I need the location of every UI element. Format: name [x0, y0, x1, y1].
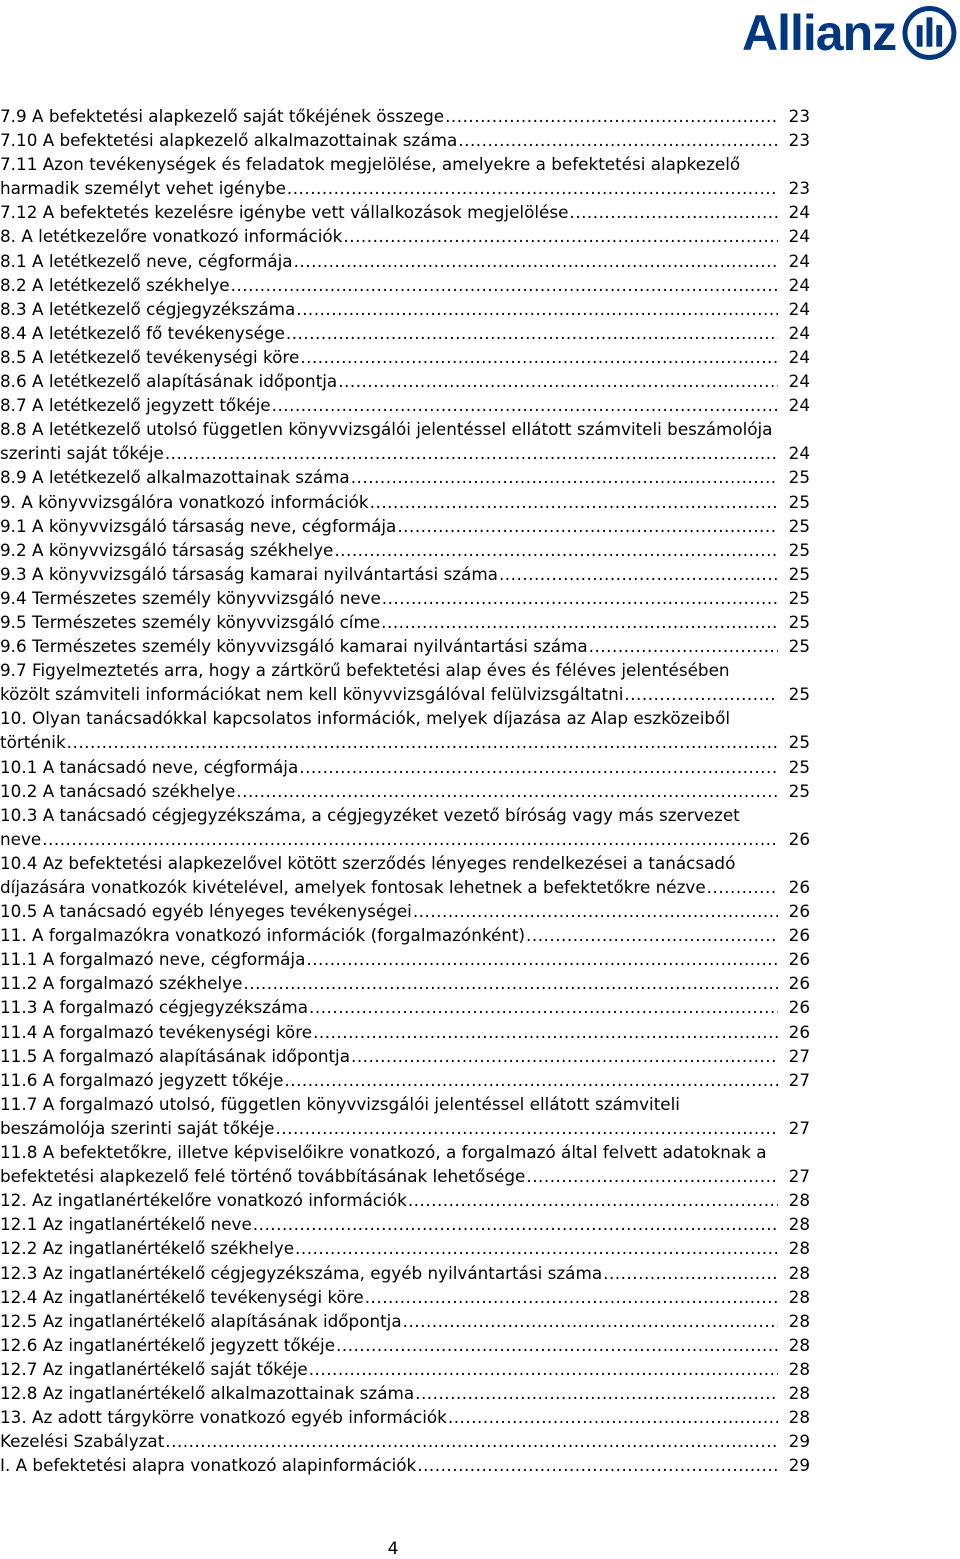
toc-dot-leader: [448, 1405, 778, 1429]
toc-page-number: 25: [788, 587, 810, 608]
toc-dot-leader: [299, 755, 778, 779]
toc-dot-leader: [272, 393, 778, 417]
toc-dot-leader: [334, 538, 778, 562]
toc-entry-line: [0, 1381, 810, 1405]
toc-entry[interactable]: [0, 899, 810, 923]
toc-entry-title: díjazására vonatkozók kivételével, amelyek fontosak lehetnek a befektetőkre nézve: [0, 877, 706, 897]
toc-page-number: 26: [788, 828, 810, 849]
toc-entry-line: [0, 610, 810, 634]
toc-page-number: 24: [788, 371, 810, 392]
toc-entry-line: [0, 875, 810, 899]
toc-entry[interactable]: [0, 1333, 810, 1357]
toc-entry-line: [0, 899, 810, 923]
toc-dot-leader: [445, 104, 778, 128]
toc-page-number: 24: [788, 250, 810, 271]
toc-entry-line: [0, 393, 810, 417]
toc-page-number: 24: [788, 322, 810, 343]
toc-dot-leader: [351, 465, 778, 489]
toc-entry[interactable]: [0, 923, 810, 947]
toc-dot-leader: [403, 1309, 778, 1333]
toc-entry-line: [0, 586, 810, 610]
toc-entry-title: szerinti saját tőkéje: [0, 443, 164, 464]
toc-entry[interactable]: [0, 995, 810, 1019]
toc-dot-leader: [526, 923, 778, 947]
toc-page-number: 27: [788, 1117, 810, 1138]
toc-entry[interactable]: [0, 152, 810, 200]
toc-dot-leader: [253, 1212, 778, 1236]
toc-entry[interactable]: [0, 1381, 810, 1405]
toc-entry[interactable]: [0, 1020, 810, 1044]
toc-entry[interactable]: [0, 562, 810, 586]
toc-page-number: 26: [788, 1021, 810, 1042]
toc-dot-leader: [526, 1164, 778, 1188]
toc-entry-title: Kezelési Szabályzat: [0, 1431, 165, 1452]
toc-entry[interactable]: [0, 851, 810, 899]
toc-entry[interactable]: [0, 779, 810, 803]
toc-entry-title: 12.2 Az ingatlanértékelő székhelye: [0, 1238, 295, 1259]
toc-page-number: 25: [788, 491, 810, 512]
toc-entry-title: 11.5 A forgalmazó alapításának időpontja: [0, 1045, 350, 1066]
toc-entry-title: neve: [0, 828, 42, 849]
toc-page-number: 25: [788, 636, 810, 657]
toc-entry-title: 12.4 Az ingatlanértékelő tevékenységi köre: [0, 1286, 364, 1307]
toc-page-number: 25: [788, 732, 810, 753]
toc-entry-title: 9. A könyvvizsgálóra vonatkozó információk: [0, 491, 369, 512]
toc-entry[interactable]: [0, 538, 810, 562]
toc-page-number: 26: [788, 997, 810, 1018]
toc-entry-text-line: 10.3 A tanácsadó cégjegyzékszáma, a cégjegyzéket vezető bíróság vagy más szervezet: [0, 804, 740, 825]
toc-entry-line: [0, 273, 810, 297]
toc-dot-leader: [382, 586, 778, 610]
table-of-contents: [0, 104, 810, 1477]
toc-entry[interactable]: [0, 586, 810, 610]
toc-entry-line: [0, 947, 810, 971]
toc-dot-leader: [589, 634, 778, 658]
toc-dot-leader: [603, 1261, 778, 1285]
toc-dot-leader: [624, 682, 778, 706]
logo-wordmark: Allianz: [742, 5, 897, 61]
toc-entry-title: 12.7 Az ingatlanértékelő saját tőkéje: [0, 1358, 308, 1379]
toc-entry[interactable]: [0, 706, 810, 754]
toc-entry[interactable]: [0, 345, 810, 369]
toc-entry-title: 9.4 Természetes személy könyvvizsgáló neve: [0, 587, 381, 608]
toc-dot-leader: [413, 899, 778, 923]
toc-entry-text-line: 8.8 A letétkezelő utolsó független könyvvizsgálói jelentéssel ellátott számviteli beszámolója: [0, 419, 773, 440]
toc-entry[interactable]: [0, 490, 810, 514]
toc-entry-text-line: 9.7 Figyelmeztetés arra, hogy a zártkörű befektetési alap éves és féléves jelentésében: [0, 660, 730, 681]
toc-entry[interactable]: [0, 658, 810, 706]
toc-entry-line: [0, 971, 810, 995]
toc-dot-leader: [231, 273, 778, 297]
toc-entry-title: 11.4 A forgalmazó tevékenységi köre: [0, 1021, 313, 1042]
toc-entry[interactable]: [0, 1188, 810, 1212]
toc-page-number: 28: [788, 1190, 810, 1211]
toc-dot-leader: [313, 1020, 778, 1044]
toc-entry[interactable]: [0, 104, 810, 128]
toc-entry[interactable]: [0, 417, 810, 465]
toc-page-number: 26: [788, 901, 810, 922]
toc-dot-leader: [381, 610, 778, 634]
toc-dot-leader: [499, 562, 778, 586]
toc-page-number: 26: [788, 973, 810, 994]
toc-entry[interactable]: [0, 1357, 810, 1381]
toc-entry-title: befektetési alapkezelő felé történő továbbításának lehetősége: [0, 1166, 526, 1187]
toc-entry-title: 7.10 A befektetési alapkezelő alkalmazottainak száma: [0, 130, 458, 151]
toc-page-number: 29: [788, 1455, 810, 1476]
toc-entry-title: 8.1 A letétkezelő neve, cégformája: [0, 250, 293, 271]
toc-page-number: 23: [788, 178, 810, 199]
toc-entry-line: [0, 827, 810, 851]
toc-entry[interactable]: [0, 1429, 810, 1453]
toc-entry[interactable]: [0, 273, 810, 297]
toc-entry[interactable]: [0, 1044, 810, 1068]
toc-page-number: 26: [788, 925, 810, 946]
toc-entry-line: [0, 682, 810, 706]
toc-page-number: 28: [788, 1238, 810, 1259]
toc-entry-line: [0, 1212, 810, 1236]
toc-entry[interactable]: [0, 465, 810, 489]
toc-entry[interactable]: [0, 393, 810, 417]
toc-dot-leader: [165, 1429, 778, 1453]
toc-entry-text-line: 10.4 Az befektetési alapkezelővel kötött szerződés lényeges rendelkezései a tanácsadó: [0, 852, 736, 873]
toc-page-number: 28: [788, 1214, 810, 1235]
toc-dot-leader: [309, 995, 778, 1019]
toc-page-number: 28: [788, 1310, 810, 1331]
toc-dot-leader: [284, 1068, 778, 1092]
toc-entry-title: 11. A forgalmazókra vonatkozó információk (forgalmazónként): [0, 925, 526, 946]
toc-dot-leader: [287, 176, 778, 200]
toc-dot-leader: [336, 1333, 778, 1357]
toc-entry-title: harmadik személyt vehet igénybe: [0, 178, 286, 199]
toc-entry[interactable]: [0, 321, 810, 345]
toc-entry-title: beszámolója szerinti saját tőkéje: [0, 1117, 275, 1138]
toc-page-number: 24: [788, 274, 810, 295]
toc-dot-leader: [306, 947, 778, 971]
toc-entry-title: 9.2 A könyvvizsgáló társaság székhelye: [0, 539, 334, 560]
toc-entry-line: [0, 562, 810, 586]
toc-entry-line: [0, 1405, 810, 1429]
toc-entry[interactable]: [0, 1212, 810, 1236]
toc-dot-leader: [296, 297, 778, 321]
toc-page-number: 24: [788, 395, 810, 416]
toc-entry-line: [0, 321, 810, 345]
toc-entry-title: 10.2 A tanácsadó székhelye: [0, 780, 236, 801]
toc-entry-line: [0, 104, 810, 128]
toc-page-number: 25: [788, 563, 810, 584]
toc-entry-title: 10.1 A tanácsadó neve, cégformája: [0, 756, 299, 777]
toc-entry-line: [0, 730, 810, 754]
toc-entry[interactable]: [0, 803, 810, 851]
toc-entry-title: 7.9 A befektetési alapkezelő saját tőkéjének összege: [0, 106, 445, 126]
toc-dot-leader: [243, 971, 778, 995]
toc-dot-leader: [286, 321, 778, 345]
toc-entry-title: 10.5 A tanácsadó egyéb lényeges tevékenységei: [0, 901, 412, 922]
toc-dot-leader: [295, 1236, 778, 1260]
toc-dot-leader: [343, 224, 778, 248]
toc-entry-line: [0, 1164, 810, 1188]
toc-entry-title: 12.5 Az ingatlanértékelő alapításának időpontja: [0, 1310, 402, 1331]
toc-dot-leader: [294, 249, 778, 273]
toc-page-number: 26: [788, 877, 810, 897]
toc-dot-leader: [569, 200, 778, 224]
toc-dot-leader: [458, 128, 778, 152]
toc-dot-leader: [67, 730, 778, 754]
toc-dot-leader: [415, 1381, 778, 1405]
toc-entry-line: [0, 1357, 810, 1381]
allianz-eagle-icon: [902, 5, 957, 61]
toc-entry-line: [0, 923, 810, 947]
toc-entry-line: [0, 995, 810, 1019]
toc-page-number: 28: [788, 1286, 810, 1307]
toc-entry-line: [0, 514, 810, 538]
toc-entry[interactable]: [0, 634, 810, 658]
toc-entry-line: [0, 1261, 810, 1285]
toc-entry[interactable]: [0, 369, 810, 393]
toc-entry-title: 8. A letétkezelőre vonatkozó információk: [0, 226, 343, 247]
toc-entry-text-line: 11.8 A befektetőkre, illetve képviselőikre vonatkozó, a forgalmazó által felvett adatoknak a: [0, 1142, 767, 1163]
toc-entry[interactable]: [0, 1453, 810, 1477]
toc-page-number: 24: [788, 346, 810, 367]
toc-dot-leader: [365, 1285, 778, 1309]
toc-dot-leader: [300, 345, 778, 369]
toc-entry-line: [0, 1285, 810, 1309]
toc-entry-line: [0, 1044, 810, 1068]
toc-entry-title: 8.6 A letétkezelő alapításának időpontja: [0, 371, 338, 392]
toc-page-number: 25: [788, 611, 810, 632]
toc-page-number: 28: [788, 1262, 810, 1283]
toc-entry-line: [0, 345, 810, 369]
toc-entry[interactable]: [0, 1285, 810, 1309]
toc-page-number: 24: [788, 298, 810, 319]
toc-entry-text-line: 7.11 Azon tevékenységek és feladatok megjelölése, amelyekre a befektetési alapkezelő: [0, 154, 741, 175]
toc-entry-title: 11.1 A forgalmazó neve, cégformája: [0, 949, 306, 970]
toc-entry[interactable]: [0, 1068, 810, 1092]
toc-entry[interactable]: [0, 610, 810, 634]
toc-page-number: 25: [788, 684, 810, 705]
toc-entry-line: [0, 200, 810, 224]
toc-page-number: 23: [788, 106, 810, 126]
toc-entry-title: 12.1 Az ingatlanértékelő neve: [0, 1214, 252, 1235]
toc-dot-leader: [370, 490, 778, 514]
toc-entry-line: [0, 176, 810, 200]
toc-entry-title: 13. Az adott tárgykörre vonatkozó egyéb információk: [0, 1407, 447, 1428]
toc-entry[interactable]: [0, 249, 810, 273]
toc-entry-line: [0, 1116, 810, 1140]
toc-entry-line: [0, 224, 810, 248]
toc-entry-title: 8.5 A letétkezelő tevékenységi köre: [0, 346, 300, 367]
toc-dot-leader: [351, 1044, 778, 1068]
toc-entry[interactable]: [0, 514, 810, 538]
toc-entry[interactable]: [0, 224, 810, 248]
toc-page-number: 28: [788, 1382, 810, 1403]
toc-entry-line: [0, 490, 810, 514]
toc-dot-leader: [309, 1357, 778, 1381]
toc-entry-title: 9.1 A könyvvizsgáló társaság neve, cégformája: [0, 515, 397, 536]
toc-entry[interactable]: [0, 755, 810, 779]
toc-entry[interactable]: [0, 1405, 810, 1429]
toc-entry-line: [0, 1068, 810, 1092]
toc-entry-line: [0, 538, 810, 562]
page-number: 4: [387, 1539, 399, 1559]
toc-page-number: 25: [788, 515, 810, 536]
toc-entry-title: 8.9 A letétkezelő alkalmazottainak száma: [0, 467, 350, 488]
toc-dot-leader: [165, 441, 778, 465]
toc-entry-line: [0, 441, 810, 465]
toc-entry-line: [0, 1333, 810, 1357]
toc-entry-title: 9.6 Természetes személy könyvvizsgáló kamarai nyilvántartási száma: [0, 636, 588, 657]
toc-entry-title: 9.3 A könyvvizsgáló társaság kamarai nyilvántartási száma: [0, 563, 498, 584]
toc-entry-line: [0, 1453, 810, 1477]
toc-dot-leader: [707, 875, 778, 899]
toc-page-number: 28: [788, 1334, 810, 1355]
toc-dot-leader: [417, 1453, 778, 1477]
toc-entry-title: 12. Az ingatlanértékelőre vonatkozó információk: [0, 1190, 407, 1211]
toc-entry-line: [0, 755, 810, 779]
toc-entry[interactable]: [0, 1309, 810, 1333]
toc-page-number: 28: [788, 1358, 810, 1379]
toc-entry-title: 11.2 A forgalmazó székhelye: [0, 973, 243, 994]
toc-entry[interactable]: [0, 200, 810, 224]
toc-entry-title: 11.3 A forgalmazó cégjegyzékszáma: [0, 997, 309, 1018]
toc-page-number: 27: [788, 1045, 810, 1066]
toc-entry-title: I. A befektetési alapra vonatkozó alapinformációk: [0, 1455, 417, 1476]
toc-dot-leader: [397, 514, 778, 538]
toc-entry-title: 11.6 A forgalmazó jegyzett tőkéje: [0, 1069, 284, 1090]
toc-entry-title: 8.4 A letétkezelő fő tevékenysége: [0, 322, 285, 343]
allianz-logo: [742, 4, 957, 62]
toc-page-number: 26: [788, 949, 810, 970]
toc-entry-line: [0, 1429, 810, 1453]
toc-entry[interactable]: [0, 1140, 810, 1188]
toc-dot-leader: [275, 1116, 778, 1140]
toc-entry[interactable]: [0, 1261, 810, 1285]
toc-page-number: 25: [788, 756, 810, 777]
toc-entry-title: közölt számviteli információkat nem kell könyvvizsgálóval felülvizsgáltatni: [0, 684, 624, 705]
toc-page-number: 25: [788, 539, 810, 560]
toc-entry-line: [0, 369, 810, 393]
toc-entry[interactable]: [0, 971, 810, 995]
toc-entry-line: [0, 1188, 810, 1212]
toc-entry-title: 12.6 Az ingatlanértékelő jegyzett tőkéje: [0, 1334, 336, 1355]
toc-page-number: 23: [788, 130, 810, 151]
toc-page-number: 27: [788, 1166, 810, 1187]
toc-entry-title: 8.3 A letétkezelő cégjegyzékszáma: [0, 298, 296, 319]
toc-page-number: 27: [788, 1069, 810, 1090]
toc-page-number: 29: [788, 1431, 810, 1452]
toc-page-number: 24: [788, 443, 810, 464]
toc-entry-line: [0, 128, 810, 152]
toc-entry-line: [0, 465, 810, 489]
toc-page-number: 25: [788, 467, 810, 488]
toc-dot-leader: [408, 1188, 778, 1212]
toc-entry-line: [0, 249, 810, 273]
toc-entry-text-line: 11.7 A forgalmazó utolsó, független könyvvizsgálói jelentéssel ellátott számviteli: [0, 1093, 680, 1114]
toc-entry-title: 8.2 A letétkezelő székhelye: [0, 274, 230, 295]
toc-entry-line: [0, 634, 810, 658]
toc-page-number: 25: [788, 780, 810, 801]
toc-page-number: 28: [788, 1407, 810, 1428]
toc-dot-leader: [42, 827, 778, 851]
toc-entry-line: [0, 1236, 810, 1260]
toc-entry-line: [0, 297, 810, 321]
toc-entry-title: 9.5 Természetes személy könyvvizsgáló címe: [0, 611, 381, 632]
toc-entry[interactable]: [0, 128, 810, 152]
toc-entry[interactable]: [0, 297, 810, 321]
toc-entry[interactable]: [0, 947, 810, 971]
toc-entry-title: 7.12 A befektetés kezelésre igénybe vett vállalkozások megjelölése: [0, 202, 569, 223]
toc-page-number: 24: [788, 202, 810, 223]
toc-dot-leader: [338, 369, 778, 393]
toc-entry-text-line: 10. Olyan tanácsadókkal kapcsolatos információk, melyek díjazása az Alap eszközeiből: [0, 708, 730, 729]
toc-entry-line: [0, 1020, 810, 1044]
toc-entry[interactable]: [0, 1092, 810, 1140]
toc-page-number: 24: [788, 226, 810, 247]
toc-entry-line: [0, 1309, 810, 1333]
toc-dot-leader: [236, 779, 778, 803]
toc-entry-title: 12.8 Az ingatlanértékelő alkalmazottainak száma: [0, 1382, 415, 1403]
toc-entry-title: 12.3 Az ingatlanértékelő cégjegyzékszáma, egyéb nyilvántartási száma: [0, 1262, 603, 1283]
toc-entry-title: történik: [0, 732, 66, 753]
toc-entry[interactable]: [0, 1236, 810, 1260]
toc-entry-title: 8.7 A letétkezelő jegyzett tőkéje: [0, 395, 271, 416]
toc-entry-line: [0, 779, 810, 803]
